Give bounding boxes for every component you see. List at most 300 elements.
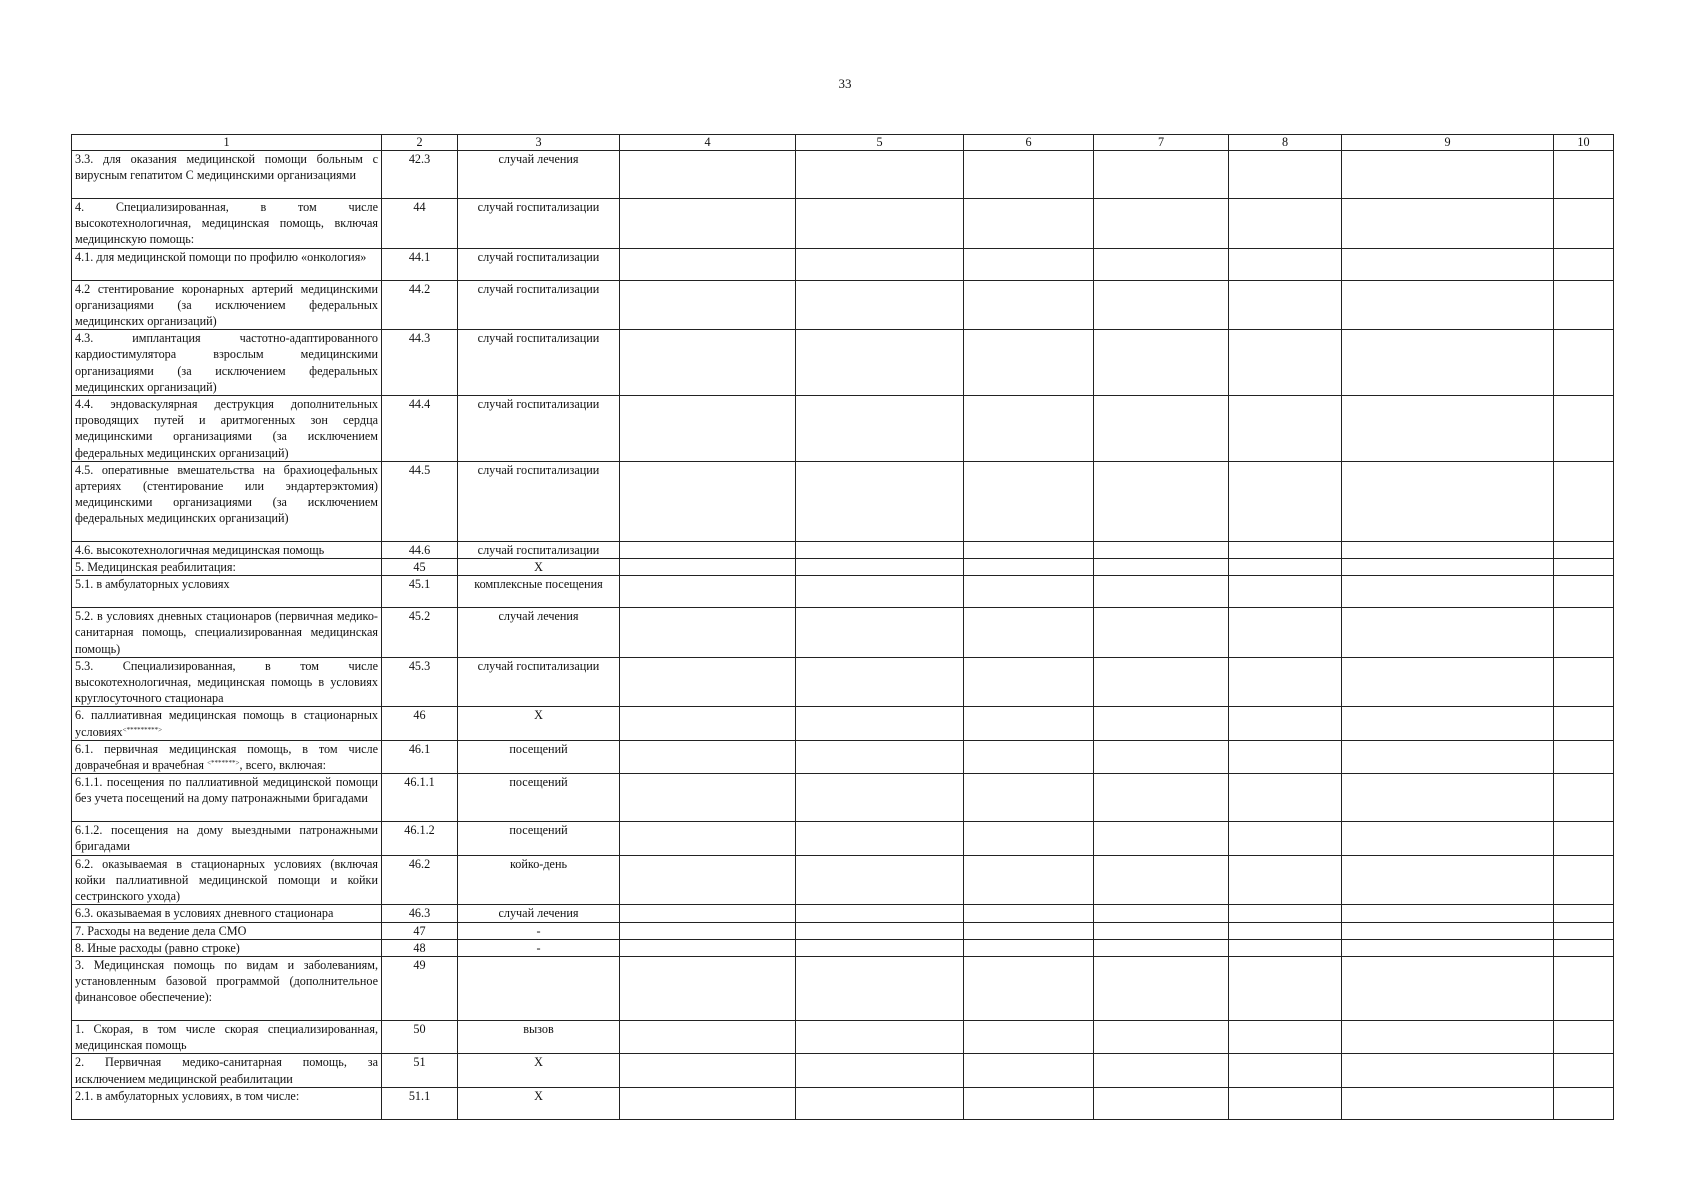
row-name-cell <box>72 822 382 855</box>
empty-value-cell <box>1342 541 1554 558</box>
empty-value-cell <box>964 248 1094 280</box>
empty-value-cell <box>1094 541 1229 558</box>
empty-value-cell <box>1094 707 1229 740</box>
empty-value-cell <box>796 330 964 396</box>
empty-value-cell <box>1229 559 1342 576</box>
empty-value-cell <box>1229 461 1342 541</box>
empty-value-cell <box>964 855 1094 905</box>
table-row <box>72 922 1614 939</box>
row-unit-cell: случай лечения <box>458 608 620 658</box>
column-header: 6 <box>964 135 1094 151</box>
empty-value-cell <box>964 608 1094 658</box>
empty-value-cell <box>1094 330 1229 396</box>
row-name-text: 4. Специализированная, в том числе высокотехнологичная, медицинская помощь, включая медицинскую помощь: <box>75 200 378 247</box>
empty-value-cell <box>1554 199 1614 249</box>
table-body <box>72 151 1614 1120</box>
row-unit-cell: случай госпитализации <box>458 396 620 462</box>
row-name-text: 1. Скорая, в том числе скорая специализированная, медицинская помощь <box>75 1021 378 1053</box>
empty-value-cell <box>1554 151 1614 199</box>
table-row <box>72 1054 1614 1087</box>
row-name-cell <box>72 1020 382 1053</box>
empty-value-cell <box>1342 151 1554 199</box>
row-unit-cell: - <box>458 922 620 939</box>
empty-value-cell <box>1342 939 1554 956</box>
row-unit-cell: Х <box>458 1087 620 1119</box>
empty-value-cell <box>1554 1087 1614 1119</box>
empty-value-cell <box>796 280 964 330</box>
row-unit-cell: Х <box>458 559 620 576</box>
page-number: 33 <box>838 76 852 91</box>
empty-value-cell <box>1554 330 1614 396</box>
empty-value-cell <box>1554 576 1614 608</box>
empty-value-cell <box>964 576 1094 608</box>
table-header <box>72 135 1614 151</box>
row-name-cell <box>72 559 382 576</box>
empty-value-cell <box>796 576 964 608</box>
row-name-cell <box>72 608 382 658</box>
row-unit-cell: посещений <box>458 740 620 773</box>
table-row <box>72 396 1614 462</box>
row-code-cell: 46 <box>382 707 458 740</box>
empty-value-cell <box>796 1054 964 1087</box>
row-unit-cell: случай лечения <box>458 905 620 922</box>
empty-value-cell <box>1229 608 1342 658</box>
empty-value-cell <box>1342 855 1554 905</box>
empty-value-cell <box>1342 248 1554 280</box>
empty-value-cell <box>1554 657 1614 707</box>
empty-value-cell <box>1342 774 1554 822</box>
row-name-cell <box>72 199 382 249</box>
table-row <box>72 956 1614 1020</box>
row-name-cell <box>72 740 382 773</box>
column-header: 9 <box>1342 135 1554 151</box>
empty-value-cell <box>620 396 796 462</box>
empty-value-cell <box>796 774 964 822</box>
empty-value-cell <box>1554 608 1614 658</box>
empty-value-cell <box>1342 461 1554 541</box>
row-name-text: 4.6. высокотехнологичная медицинская помощь <box>75 542 325 557</box>
empty-value-cell <box>1342 922 1554 939</box>
row-name-cell <box>72 541 382 558</box>
row-name-cell <box>72 461 382 541</box>
table-row <box>72 608 1614 658</box>
empty-value-cell <box>1342 1087 1554 1119</box>
column-header: 10 <box>1554 135 1614 151</box>
empty-value-cell <box>796 822 964 855</box>
row-code-cell: 44.1 <box>382 248 458 280</box>
row-unit-cell: - <box>458 939 620 956</box>
row-code-cell: 46.1.2 <box>382 822 458 855</box>
row-name-text: 2.1. в амбулаторных условиях, в том числе: <box>75 1088 300 1103</box>
table-row <box>72 576 1614 608</box>
row-name-text: 8. Иные расходы (равно строке) <box>75 940 240 955</box>
row-name-cell <box>72 922 382 939</box>
row-code-cell: 42.3 <box>382 151 458 199</box>
row-name-cell <box>72 396 382 462</box>
row-unit-cell: Х <box>458 707 620 740</box>
empty-value-cell <box>796 740 964 773</box>
table-row <box>72 461 1614 541</box>
empty-value-cell <box>1094 151 1229 199</box>
table-row <box>72 905 1614 922</box>
empty-value-cell <box>964 151 1094 199</box>
empty-value-cell <box>1094 576 1229 608</box>
table-row <box>72 707 1614 740</box>
empty-value-cell <box>964 657 1094 707</box>
row-unit-cell: койко-день <box>458 855 620 905</box>
empty-value-cell <box>1554 707 1614 740</box>
empty-value-cell <box>964 199 1094 249</box>
empty-value-cell <box>796 1087 964 1119</box>
empty-value-cell <box>1554 541 1614 558</box>
row-name-text: 5.3. Специализированная, в том числе высокотехнологичная, медицинская помощь в условиях круглосуточного стационара <box>75 658 378 706</box>
empty-value-cell <box>1229 774 1342 822</box>
empty-value-cell <box>1229 1020 1342 1053</box>
empty-value-cell <box>1229 396 1342 462</box>
empty-value-cell <box>1229 248 1342 280</box>
empty-value-cell <box>796 151 964 199</box>
empty-value-cell <box>1342 559 1554 576</box>
column-header: 2 <box>382 135 458 151</box>
row-name-text: 4.3. имплантация частотно-адаптированного кардиостимулятора взрослым медицинскими организациями (за исключением федеральных медицинских организаций) <box>75 331 378 394</box>
empty-value-cell <box>964 396 1094 462</box>
row-name-text: 2. Первичная медико-санитарная помощь, за исключением медицинской реабилитации <box>75 1055 378 1086</box>
empty-value-cell <box>1342 396 1554 462</box>
row-code-cell: 44.5 <box>382 461 458 541</box>
empty-value-cell <box>796 939 964 956</box>
empty-value-cell <box>1094 248 1229 280</box>
row-name-text: 6.1.1. посещения по паллиативной медицинской помощи без учета посещений на дому патронажными бригадами <box>75 775 378 806</box>
empty-value-cell <box>964 1054 1094 1087</box>
empty-value-cell <box>1229 939 1342 956</box>
empty-value-cell <box>620 740 796 773</box>
empty-value-cell <box>1554 774 1614 822</box>
row-unit-cell: случай госпитализации <box>458 330 620 396</box>
empty-value-cell <box>1094 922 1229 939</box>
row-code-cell: 47 <box>382 922 458 939</box>
empty-value-cell <box>964 707 1094 740</box>
column-header: 3 <box>458 135 620 151</box>
row-code-cell: 46.2 <box>382 855 458 905</box>
empty-value-cell <box>1229 541 1342 558</box>
table-row <box>72 740 1614 773</box>
empty-value-cell <box>620 956 796 1020</box>
row-name-suffix: , всего, включая: <box>239 758 327 773</box>
empty-value-cell <box>796 541 964 558</box>
column-header: 8 <box>1229 135 1342 151</box>
row-name-text: 5.1. в амбулаторных условиях <box>75 577 230 592</box>
empty-value-cell <box>1229 199 1342 249</box>
empty-value-cell <box>1342 199 1554 249</box>
row-name-text: 4.2 стентирование коронарных артерий медицинскими организациями (за исключением федеральных медицинских организаций) <box>75 281 378 329</box>
empty-value-cell <box>796 396 964 462</box>
table-row <box>72 248 1614 280</box>
table-row <box>72 1087 1614 1119</box>
row-code-cell: 44.3 <box>382 330 458 396</box>
row-name-text: 4.1. для медицинской помощи по профилю «онкология» <box>75 249 367 264</box>
empty-value-cell <box>620 905 796 922</box>
row-name-cell <box>72 905 382 922</box>
empty-value-cell <box>1554 822 1614 855</box>
empty-value-cell <box>964 822 1094 855</box>
empty-value-cell <box>620 559 796 576</box>
empty-value-cell <box>620 939 796 956</box>
empty-value-cell <box>620 922 796 939</box>
empty-value-cell <box>964 774 1094 822</box>
empty-value-cell <box>1229 576 1342 608</box>
empty-value-cell <box>1094 939 1229 956</box>
column-header: 7 <box>1094 135 1229 151</box>
empty-value-cell <box>1229 1054 1342 1087</box>
empty-value-cell <box>620 774 796 822</box>
empty-value-cell <box>796 956 964 1020</box>
row-name-text: 5. Медицинская реабилитация: <box>75 560 236 575</box>
row-code-cell: 46.3 <box>382 905 458 922</box>
row-unit-cell: случай госпитализации <box>458 248 620 280</box>
empty-value-cell <box>1229 151 1342 199</box>
empty-value-cell <box>1554 461 1614 541</box>
empty-value-cell <box>964 559 1094 576</box>
empty-value-cell <box>964 922 1094 939</box>
row-name-text: 6.3. оказываемая в условиях дневного стационара <box>75 906 334 921</box>
row-name-text: 3.3. для оказания медицинской помощи больным с вирусным гепатитом С медицинскими организациями <box>75 152 378 183</box>
empty-value-cell <box>796 559 964 576</box>
row-name-cell <box>72 280 382 330</box>
table-row <box>72 199 1614 249</box>
empty-value-cell <box>620 855 796 905</box>
empty-value-cell <box>796 248 964 280</box>
empty-value-cell <box>1342 1054 1554 1087</box>
row-code-cell: 44.6 <box>382 541 458 558</box>
empty-value-cell <box>964 740 1094 773</box>
table-row <box>72 559 1614 576</box>
table-row <box>72 280 1614 330</box>
empty-value-cell <box>620 541 796 558</box>
empty-value-cell <box>1229 905 1342 922</box>
row-name-cell <box>72 1054 382 1087</box>
empty-value-cell <box>1094 396 1229 462</box>
table-row <box>72 151 1614 199</box>
empty-value-cell <box>620 822 796 855</box>
empty-value-cell <box>1094 905 1229 922</box>
row-name-cell <box>72 248 382 280</box>
empty-value-cell <box>1094 956 1229 1020</box>
empty-value-cell <box>1094 740 1229 773</box>
table-row <box>72 774 1614 822</box>
table-row <box>72 330 1614 396</box>
empty-value-cell <box>1342 576 1554 608</box>
row-name-cell <box>72 707 382 740</box>
empty-value-cell <box>1229 822 1342 855</box>
empty-value-cell <box>1342 330 1554 396</box>
empty-value-cell <box>1342 608 1554 658</box>
empty-value-cell <box>1342 956 1554 1020</box>
empty-value-cell <box>1554 956 1614 1020</box>
table-row <box>72 1020 1614 1053</box>
empty-value-cell <box>1554 559 1614 576</box>
row-code-cell: 46.1 <box>382 740 458 773</box>
empty-value-cell <box>796 608 964 658</box>
empty-value-cell <box>796 922 964 939</box>
empty-value-cell <box>964 461 1094 541</box>
empty-value-cell <box>1342 822 1554 855</box>
empty-value-cell <box>964 905 1094 922</box>
row-name-cell <box>72 855 382 905</box>
empty-value-cell <box>796 657 964 707</box>
row-unit-cell: случай госпитализации <box>458 199 620 249</box>
empty-value-cell <box>1094 608 1229 658</box>
row-unit-cell: случай лечения <box>458 151 620 199</box>
empty-value-cell <box>620 199 796 249</box>
empty-value-cell <box>964 541 1094 558</box>
empty-value-cell <box>1554 280 1614 330</box>
row-name-text: 6.1. первичная медицинская помощь, в том числе доврачебная и врачебная <box>75 741 378 773</box>
empty-value-cell <box>964 939 1094 956</box>
column-header: 4 <box>620 135 796 151</box>
empty-value-cell <box>1094 1020 1229 1053</box>
row-name-text: 6. паллиативная медицинская помощь в стационарных условиях <box>75 708 378 739</box>
row-code-cell: 45 <box>382 559 458 576</box>
empty-value-cell <box>1094 199 1229 249</box>
empty-value-cell <box>1094 1087 1229 1119</box>
row-unit-cell: вызов <box>458 1020 620 1053</box>
empty-value-cell <box>1229 330 1342 396</box>
empty-value-cell <box>1554 905 1614 922</box>
row-unit-cell: случай госпитализации <box>458 657 620 707</box>
empty-value-cell <box>964 1087 1094 1119</box>
empty-value-cell <box>1229 740 1342 773</box>
column-header: 1 <box>72 135 382 151</box>
row-name-cell <box>72 939 382 956</box>
empty-value-cell <box>1229 707 1342 740</box>
empty-value-cell <box>1342 740 1554 773</box>
empty-value-cell <box>964 330 1094 396</box>
empty-value-cell <box>620 608 796 658</box>
row-name-text: 5.2. в условиях дневных стационаров (первичная медико-санитарная помощь, специализированная медицинская помощь) <box>75 609 378 656</box>
empty-value-cell <box>1229 956 1342 1020</box>
footnote-marker: <*********> <box>122 725 163 734</box>
row-name-cell <box>72 956 382 1020</box>
empty-value-cell <box>1554 740 1614 773</box>
empty-value-cell <box>620 330 796 396</box>
row-code-cell: 51.1 <box>382 1087 458 1119</box>
empty-value-cell <box>1229 657 1342 707</box>
empty-value-cell <box>964 956 1094 1020</box>
empty-value-cell <box>964 280 1094 330</box>
row-code-cell: 45.3 <box>382 657 458 707</box>
empty-value-cell <box>1342 1020 1554 1053</box>
empty-value-cell <box>620 151 796 199</box>
row-name-cell <box>72 657 382 707</box>
row-code-cell: 48 <box>382 939 458 956</box>
row-code-cell: 45.2 <box>382 608 458 658</box>
empty-value-cell <box>1094 280 1229 330</box>
empty-value-cell <box>1229 922 1342 939</box>
empty-value-cell <box>1554 1020 1614 1053</box>
empty-value-cell <box>1342 707 1554 740</box>
empty-value-cell <box>620 576 796 608</box>
empty-value-cell <box>1094 822 1229 855</box>
row-name-text: 6.2. оказываемая в стационарных условиях (включая койки паллиативной медицинской помощи и койки сестринского ухода) <box>75 856 378 904</box>
empty-value-cell <box>796 855 964 905</box>
row-unit-cell: случай госпитализации <box>458 541 620 558</box>
empty-value-cell <box>796 461 964 541</box>
row-name-cell <box>72 330 382 396</box>
row-unit-cell: посещений <box>458 774 620 822</box>
empty-value-cell <box>620 461 796 541</box>
empty-value-cell <box>1229 855 1342 905</box>
row-name-cell <box>72 151 382 199</box>
row-name-text: 6.1.2. посещения на дому выездными патронажными бригадами <box>75 823 378 854</box>
empty-value-cell <box>1094 774 1229 822</box>
row-name-text: 4.4. эндоваскулярная деструкция дополнительных проводящих путей и аритмогенных зон сердца медицинскими организациями (за исключением федеральных медицинских организаций) <box>75 397 378 460</box>
row-unit-cell: комплексные посещения <box>458 576 620 608</box>
empty-value-cell <box>1554 855 1614 905</box>
row-unit-cell: Х <box>458 1054 620 1087</box>
empty-value-cell <box>1229 1087 1342 1119</box>
empty-value-cell <box>620 248 796 280</box>
empty-value-cell <box>1554 922 1614 939</box>
footnote-marker: <*******> <box>207 759 240 768</box>
empty-value-cell <box>1554 1054 1614 1087</box>
column-header: 5 <box>796 135 964 151</box>
row-unit-cell: случай госпитализации <box>458 461 620 541</box>
row-unit-cell: посещений <box>458 822 620 855</box>
row-code-cell: 51 <box>382 1054 458 1087</box>
empty-value-cell <box>620 707 796 740</box>
empty-value-cell <box>796 199 964 249</box>
row-code-cell: 44 <box>382 199 458 249</box>
empty-value-cell <box>1554 396 1614 462</box>
empty-value-cell <box>620 280 796 330</box>
table-row <box>72 541 1614 558</box>
empty-value-cell <box>796 905 964 922</box>
empty-value-cell <box>620 1054 796 1087</box>
empty-value-cell <box>1094 657 1229 707</box>
row-name-cell <box>72 1087 382 1119</box>
row-code-cell: 46.1.1 <box>382 774 458 822</box>
empty-value-cell <box>620 1020 796 1053</box>
empty-value-cell <box>1342 657 1554 707</box>
row-code-cell: 44.2 <box>382 280 458 330</box>
empty-value-cell <box>1554 939 1614 956</box>
empty-value-cell <box>1094 1054 1229 1087</box>
empty-value-cell <box>620 1087 796 1119</box>
empty-value-cell <box>1342 280 1554 330</box>
row-unit-cell <box>458 956 620 1020</box>
empty-value-cell <box>964 1020 1094 1053</box>
row-name-text: 4.5. оперативные вмешательства на брахиоцефальных артериях (стентирование или эндартерэктомия) медицинскими организациями (за исключением федеральных медицинских организаций) <box>75 462 378 526</box>
empty-value-cell <box>620 657 796 707</box>
empty-value-cell <box>796 1020 964 1053</box>
row-name-text: 7. Расходы на ведение дела СМО <box>75 923 247 938</box>
empty-value-cell <box>1342 905 1554 922</box>
row-name-cell <box>72 576 382 608</box>
table-row <box>72 657 1614 707</box>
row-code-cell: 44.4 <box>382 396 458 462</box>
row-unit-cell: случай госпитализации <box>458 280 620 330</box>
empty-value-cell <box>1094 559 1229 576</box>
row-code-cell: 50 <box>382 1020 458 1053</box>
empty-value-cell <box>1554 248 1614 280</box>
row-name-text: 3. Медицинская помощь по видам и заболеваниям, установленным базовой программой (дополнительное финансовое обеспечение): <box>75 957 378 1005</box>
column-number-row <box>72 135 1614 151</box>
row-code-cell: 45.1 <box>382 576 458 608</box>
empty-value-cell <box>1094 855 1229 905</box>
empty-value-cell <box>796 707 964 740</box>
row-name-cell <box>72 774 382 822</box>
data-table <box>71 134 1614 1120</box>
